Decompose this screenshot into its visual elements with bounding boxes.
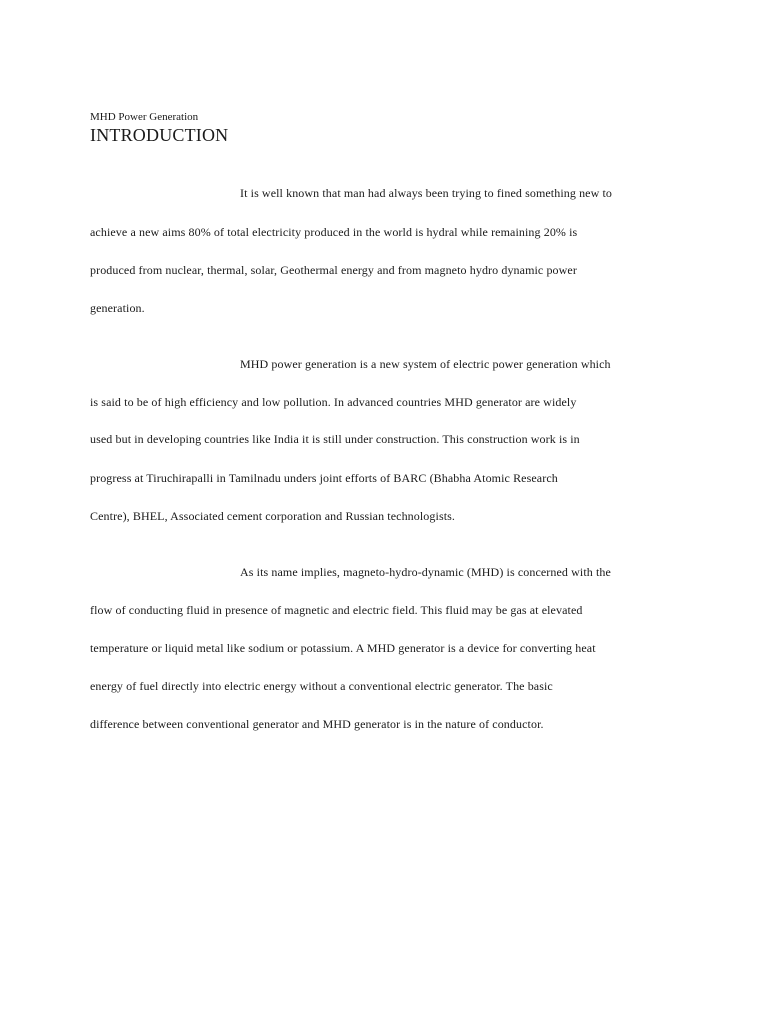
section-title: INTRODUCTION — [90, 125, 229, 145]
paragraph-3-line-1: As its name implies, magneto-hydro-dynamic (MHD) is concerned with the — [240, 565, 611, 579]
paragraph-2-line-1: MHD power generation is a new system of electric power generation which — [240, 357, 611, 371]
paragraph-2-line-2: is said to be of high efficiency and low pollution. In advanced countries MHD generator are widely — [90, 395, 577, 409]
paragraph-2-line-3: used but in developing countries like India it is still under construction. This construction work is in — [90, 432, 580, 446]
paragraph-3-line-4: energy of fuel directly into electric energy without a conventional electric generator. The basic — [90, 679, 553, 693]
paragraph-1-line-2: achieve a new aims 80% of total electricity produced in the world is hydral while remaining 20% is — [90, 225, 578, 239]
paragraph-1-line-3: produced from nuclear, thermal, solar, Geothermal energy and from magneto hydro dynamic power — [90, 263, 577, 277]
paragraph-1-line-1: It is well known that man had always been trying to fined something new to — [240, 186, 612, 200]
paragraph-3-line-2: flow of conducting fluid in presence of magnetic and electric field. This fluid may be gas at elevated — [90, 603, 583, 617]
paragraph-2-line-4: progress at Tiruchirapalli in Tamilnadu unders joint efforts of BARC (Bhabha Atomic Research — [90, 471, 558, 485]
paragraph-3-line-5: difference between conventional generator and MHD generator is in the nature of conductor. — [90, 717, 544, 731]
paragraph-1-line-4: generation. — [90, 301, 145, 315]
paragraph-2-line-5: Centre), BHEL, Associated cement corporation and Russian technologists. — [90, 509, 456, 523]
running-header: MHD Power Generation — [90, 111, 199, 123]
paragraph-3-line-3: temperature or liquid metal like sodium or potassium. A MHD generator is a device for converting heat — [90, 641, 596, 655]
